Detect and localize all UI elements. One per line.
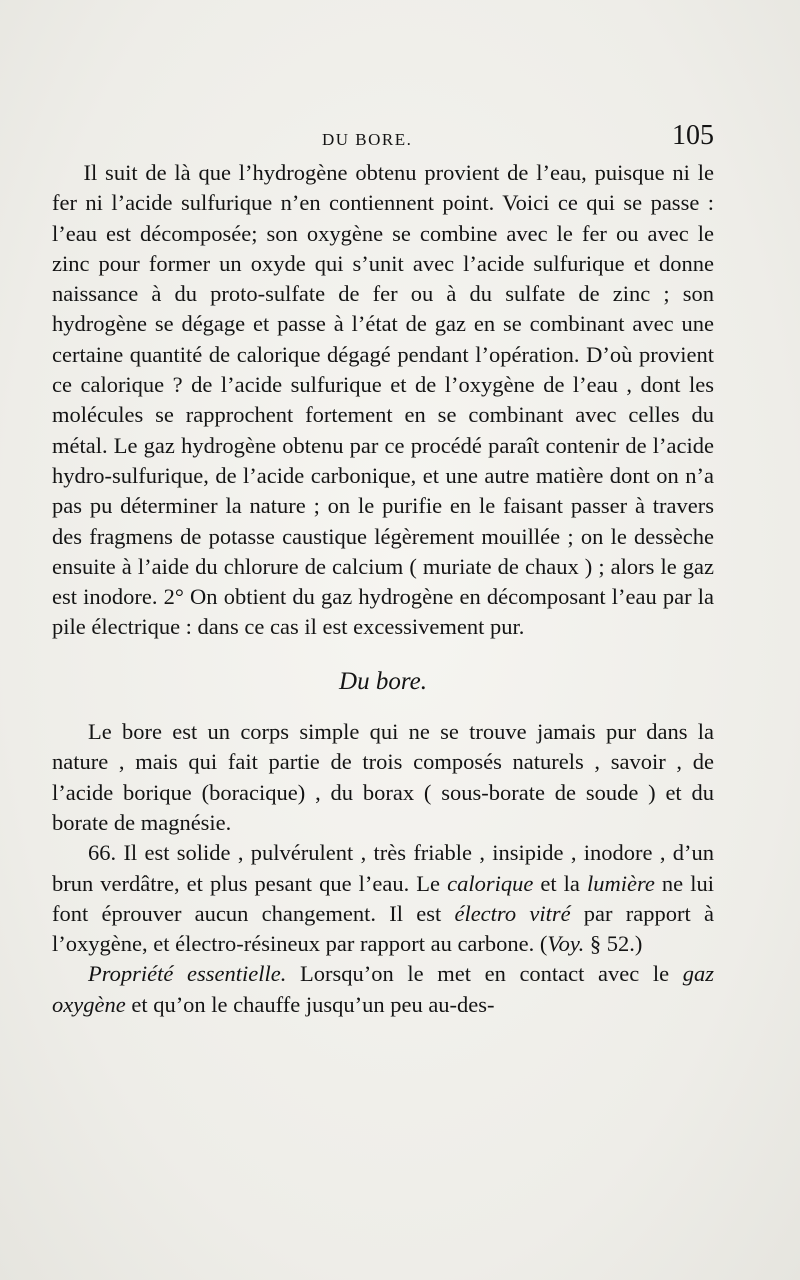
page-header xyxy=(52,120,714,156)
running-head: DU BORE. xyxy=(322,130,413,149)
p3-tail: § 52.) xyxy=(584,931,643,957)
paragraph-hydrogen: Il suit de là que l’hydrogène obtenu provient de l’eau, puisque ni le fer ni l’acide sulfurique n’en contiennent point. Voici ce qui se passe : l’eau est décomposée; son oxygène se combine avec le fer ou avec le zinc pour former un oxyde qui s’unit avec l’acide sulfurique et donne naissance à du proto-sulfate de fer ou à du sulfate de zinc ; son hydrogène se dégage et passe à l’état de gaz en se combinant avec une certaine quantité de calorique dégagé pendant l’opération. D’où provient ce calorique ? de l’acide sulfurique et de l’oxygène de l’eau , dont les molécules se rapprochent fortement en se combinant avec celles du métal. Le gaz hydrogène obtenu par ce procédé paraît contenir de l’acide hydro-sulfurique, de l’acide carbonique, et une autre matière dont on n’a pas pu déterminer la nature ; on le purifie en le faisant passer à travers des fragmens de potasse caustique légèrement mouillée ; on le dessèche ensuite à l’aide du chlorure de calcium ( muriate de chaux ) ; alors le gaz est inodore. 2° On obtient du gaz hydrogène en décomposant l’eau par la pile électrique : dans ce cas il est excessivement pur. xyxy=(52,160,714,640)
paragraph-66 xyxy=(52,838,714,959)
p4-em-propriete: Propriété essentielle. xyxy=(88,961,287,987)
p3-lead: 66. Il est solide , pulvérulent , très friable , insipide , inodore , d’un brun verdâtre, et plus pesant que l’eau. Le xyxy=(52,840,714,896)
p4-mid1: Lorsqu’on le met en contact avec le xyxy=(286,961,683,987)
section-heading: Du bore. xyxy=(339,667,427,695)
p3-mid2: ne lui font éprouver aucun changement. Il est xyxy=(52,870,714,926)
p3-em-electro-vitre: électro vitré xyxy=(454,900,571,926)
p3-em-voy: Voy. xyxy=(547,931,585,957)
p3-mid1: et la xyxy=(533,870,587,896)
p3-em-calorique: calorique xyxy=(447,870,534,896)
paragraph-propriete xyxy=(52,959,714,1020)
paragraph-bore-intro: Le bore est un corps simple qui ne se trouve jamais pur dans la nature , mais qui fait partie de trois composés naturels , savoir , de l’acide borique (boracique) , du borax ( sous-borate de soude ) et du borate de magnésie. xyxy=(52,719,714,835)
body-text xyxy=(52,158,714,1020)
page-number: 105 xyxy=(672,120,714,151)
p4-tail: et qu’on le chauffe jusqu’un peu au-des- xyxy=(125,991,495,1017)
p4-em-gaz-oxygene: gaz oxygène xyxy=(52,961,714,1017)
p3-mid3: par rapport à l’oxygène, et électro-résineux par rapport au carbone. ( xyxy=(52,900,714,957)
p3-em-lumiere: lumière xyxy=(586,870,655,896)
